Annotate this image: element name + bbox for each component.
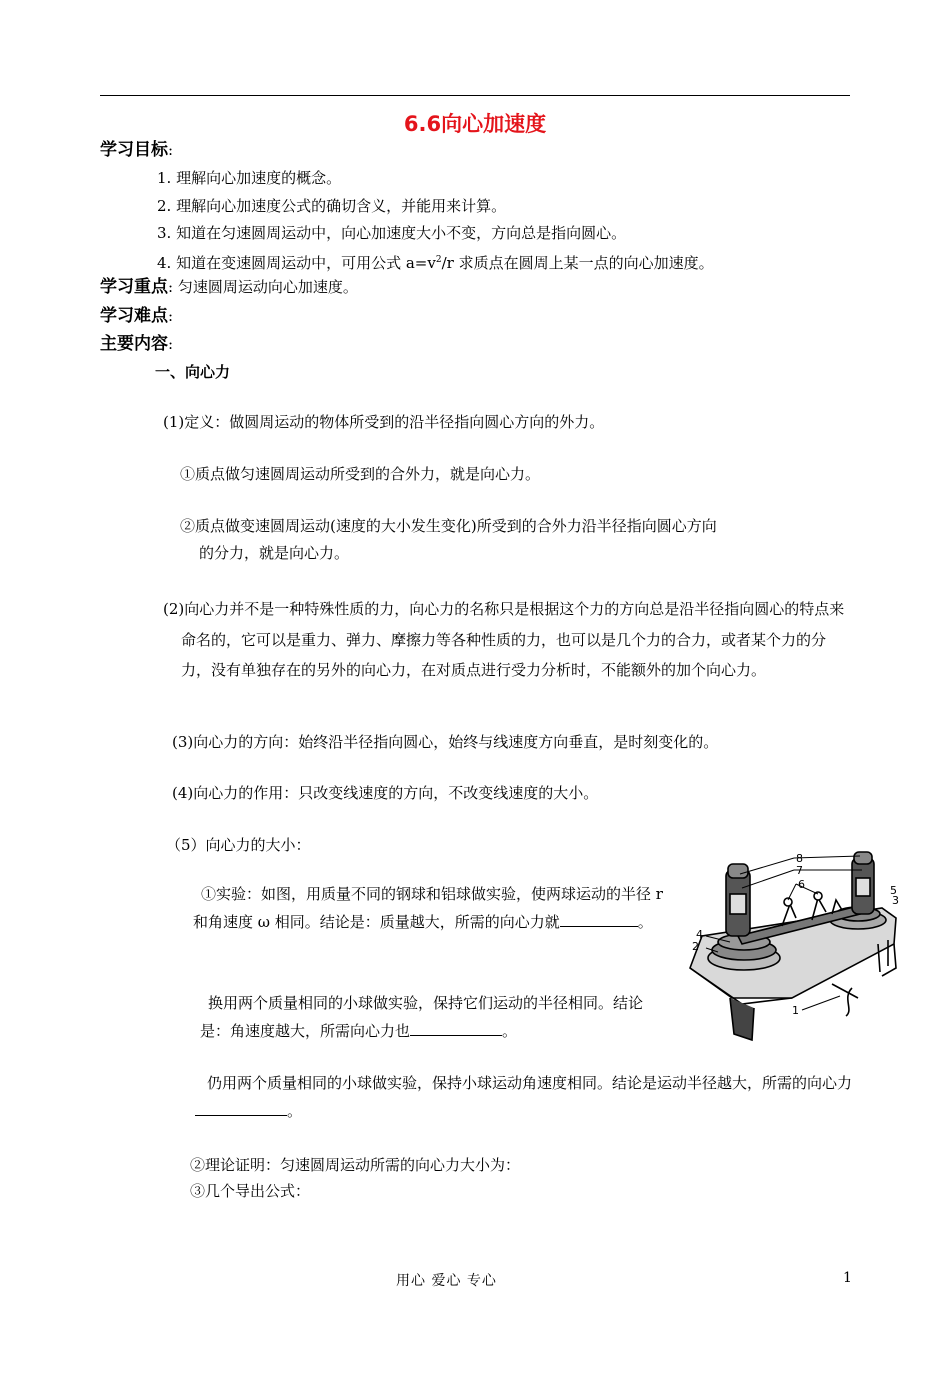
theory: ②理论证明：匀速圆周运动所需的向心力大小为： [190, 1156, 521, 1174]
objective-2: 2. 理解向心加速度公式的确切含义，并能用来计算。 [157, 197, 507, 215]
difficulty: 学习难点: [100, 306, 174, 326]
objective-1: 1. 理解向心加速度的概念。 [157, 169, 342, 187]
experiment-2: 换用两个质量相同的小球做实验，保持它们运动的半径相同。结论是：角速度越大，所需向心力也 。 [200, 994, 644, 1040]
definition-b-line1: ②质点做变速圆周运动(速度的大小发生变化)所受到的合外力沿半径指向圆心方向 [180, 517, 717, 535]
direction: (3)向心力的方向：始终沿半径指向圆心，始终与线速度方向垂直，是时刻变化的。 [172, 733, 719, 751]
blank-1 [560, 913, 638, 927]
nature-paragraph: (2)向心力并不是一种特殊性质的力，向心力的名称只是根据这个力的方向总是沿半径指向圆心的特点来命名的，它可以是重力、弹力、摩擦力等各种性质的力，也可以是几个力的合力，或者某个力的分力，没有单独存在的另外的向心力，在对质点进行受力分析时，不能额外的加个向心力。 [163, 600, 845, 679]
section-heading: 一、向心力 [155, 363, 231, 381]
key-point-text: 匀速圆周运动向心加速度。 [177, 278, 358, 296]
objectives-heading: 学习目标: [100, 140, 174, 160]
centripetal-apparatus-figure [682, 848, 910, 1048]
experiment-3: 仍用两个质量相同的小球做实验，保持小球运动角速度相同。结论是运动半径越大，所需的向心力。 [195, 1070, 855, 1125]
figure-label-4: 4 [696, 928, 703, 941]
figure-label-6: 6 [798, 878, 805, 891]
objective-3: 3. 知道在匀速圆周运动中，向心加速度大小不变，方向总是指向圆心。 [157, 224, 627, 242]
main-content-heading: 主要内容: [100, 334, 174, 354]
page-title: 6.6向心加速度 [403, 112, 547, 136]
key-point: 学习重点: 匀速圆周运动向心加速度。 [100, 277, 358, 297]
figure-label-2: 2 [692, 940, 699, 953]
magnitude-heading: （5）向心力的大小： [166, 836, 311, 854]
footer-motto: 用心 爱心 专心 [396, 1273, 497, 1289]
effect: (4)向心力的作用：只改变线速度的方向，不改变线速度的大小。 [172, 784, 599, 802]
definition: (1)定义：做圆周运动的物体所受到的沿半径指向圆心方向的外力。 [163, 413, 605, 431]
figure-label-1: 1 [792, 1004, 799, 1017]
page-number: 1 [843, 1270, 852, 1286]
definition-a: ①质点做匀速圆周运动所受到的合外力，就是向心力。 [180, 465, 541, 483]
figure-label-3: 3 [892, 894, 899, 907]
figure-label-5: 5 [890, 884, 897, 897]
figure-label-8: 8 [796, 852, 803, 865]
header-rule [100, 95, 850, 96]
experiment-1: ①实验：如图，用质量不同的钢球和铝球做实验，使两球运动的半径 r 和角速度 ω 相同。结论是：质量越大，所需的向心力就 。 [193, 885, 663, 931]
derived-formulas: ③几个导出公式： [190, 1182, 311, 1200]
blank-3 [195, 1102, 287, 1116]
objective-4: 4. 知道在变速圆周运动中，可用公式 $a=v^2/r$ 求质点在圆周上某一点的向心加速度。 [157, 254, 714, 272]
blank-2 [410, 1022, 502, 1036]
figure-label-7: 7 [796, 864, 803, 877]
definition-b-line2: 的分力，就是向心力。 [199, 544, 350, 562]
